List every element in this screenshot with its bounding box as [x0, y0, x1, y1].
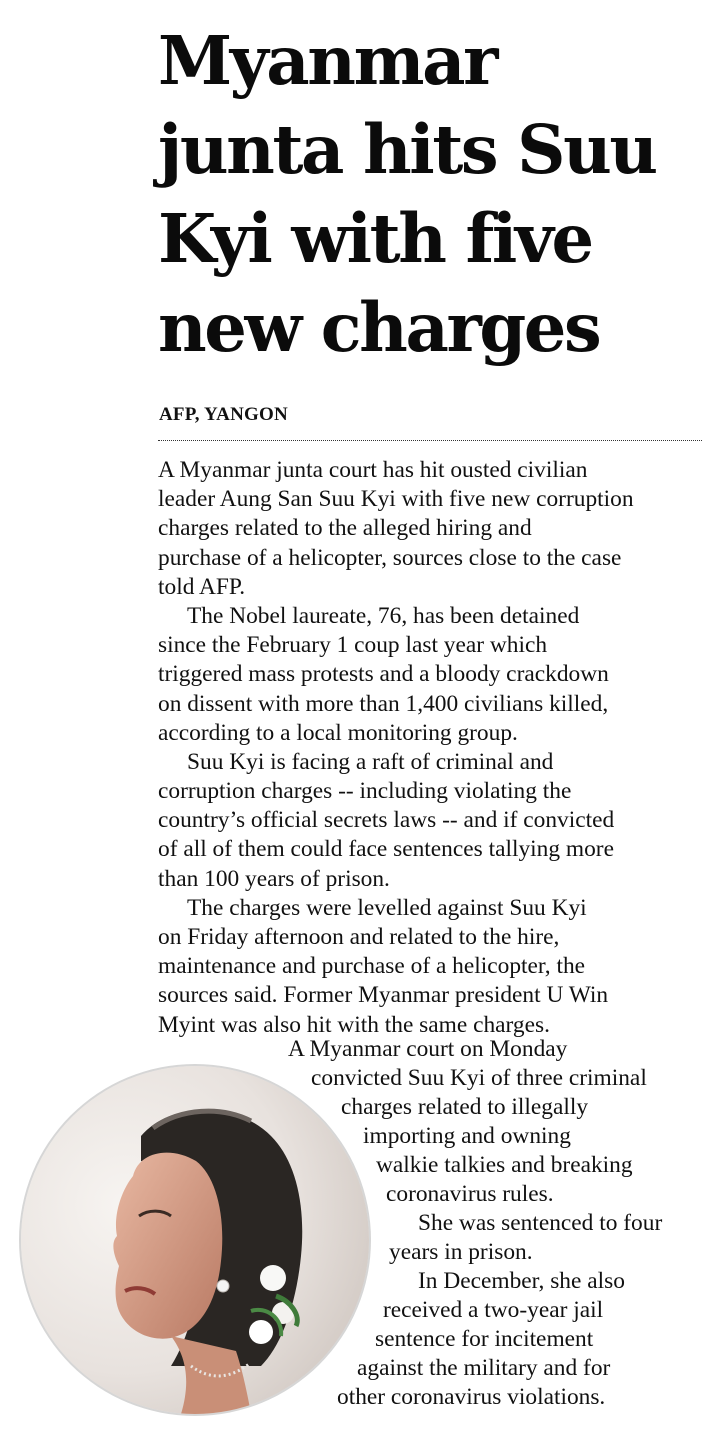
headline-line: Kyi with five [158, 199, 592, 278]
dotted-divider [158, 440, 702, 441]
body-line: convicted Suu Kyi of three criminal [311, 1065, 647, 1091]
body-line: A Myanmar junta court has hit ousted civilian [158, 457, 588, 483]
headline-line: Myanmar [158, 21, 497, 100]
body-line: since the February 1 coup last year which [158, 632, 548, 659]
body-line: Suu Kyi is facing a raft of criminal and [187, 748, 554, 775]
body-line: received a two-year jail [383, 1297, 604, 1323]
body-line: country’s official secrets laws -- and if convicted [158, 807, 615, 834]
body-line: sentence for incitement [375, 1326, 594, 1352]
body-line: corruption charges -- including violating the [158, 778, 572, 805]
body-line: charges related to the alleged hiring and [158, 515, 532, 542]
body-line: importing and owning [363, 1123, 571, 1149]
body-line: other coronavirus violations. [337, 1384, 606, 1410]
portrait-photo-icon [21, 1066, 369, 1414]
portrait-photo [21, 1066, 369, 1414]
body-line: years in prison. [389, 1239, 533, 1265]
body-line: triggered mass protests and a bloody crackdown [158, 661, 609, 688]
body-line: according to a local monitoring group. [158, 719, 518, 746]
body-line: told AFP. [158, 573, 246, 600]
body-line: charges related to illegally [341, 1094, 589, 1120]
body-line: leader Aung San Suu Kyi with five new corruption [158, 486, 634, 513]
body-line: The Nobel laureate, 76, has been detained [187, 602, 580, 629]
body-line: on dissent with more than 1,400 civilians killed, [158, 690, 609, 717]
body-line: coronavirus rules. [386, 1181, 554, 1207]
body-line: against the military and for [357, 1355, 611, 1381]
body-line: than 100 years of prison. [158, 865, 390, 892]
body-line: In December, she also [418, 1268, 625, 1294]
headline-line: junta hits Suu [158, 110, 656, 189]
body-line: The charges were levelled against Suu Kyi [187, 894, 587, 921]
body-line: purchase of a helicopter, sources close to the case [158, 544, 622, 571]
article-body [158, 456, 704, 1040]
byline: AFP, YANGON [159, 404, 288, 425]
body-line: She was sentenced to four [418, 1210, 663, 1236]
body-line: sources said. Former Myanmar president U Win [158, 982, 609, 1009]
body-line: A Myanmar court on Monday [288, 1036, 568, 1062]
body-line: on Friday afternoon and related to the hire, [158, 924, 560, 950]
headline [158, 16, 703, 372]
body-line: maintenance and purchase of a helicopter, the [158, 953, 586, 980]
body-line: Myint was also hit with the same charges. [158, 1011, 550, 1038]
headline-line: new charges [158, 288, 600, 367]
body-line: walkie talkies and breaking [376, 1152, 633, 1178]
body-line: of all of them could face sentences tallying more [158, 836, 614, 863]
